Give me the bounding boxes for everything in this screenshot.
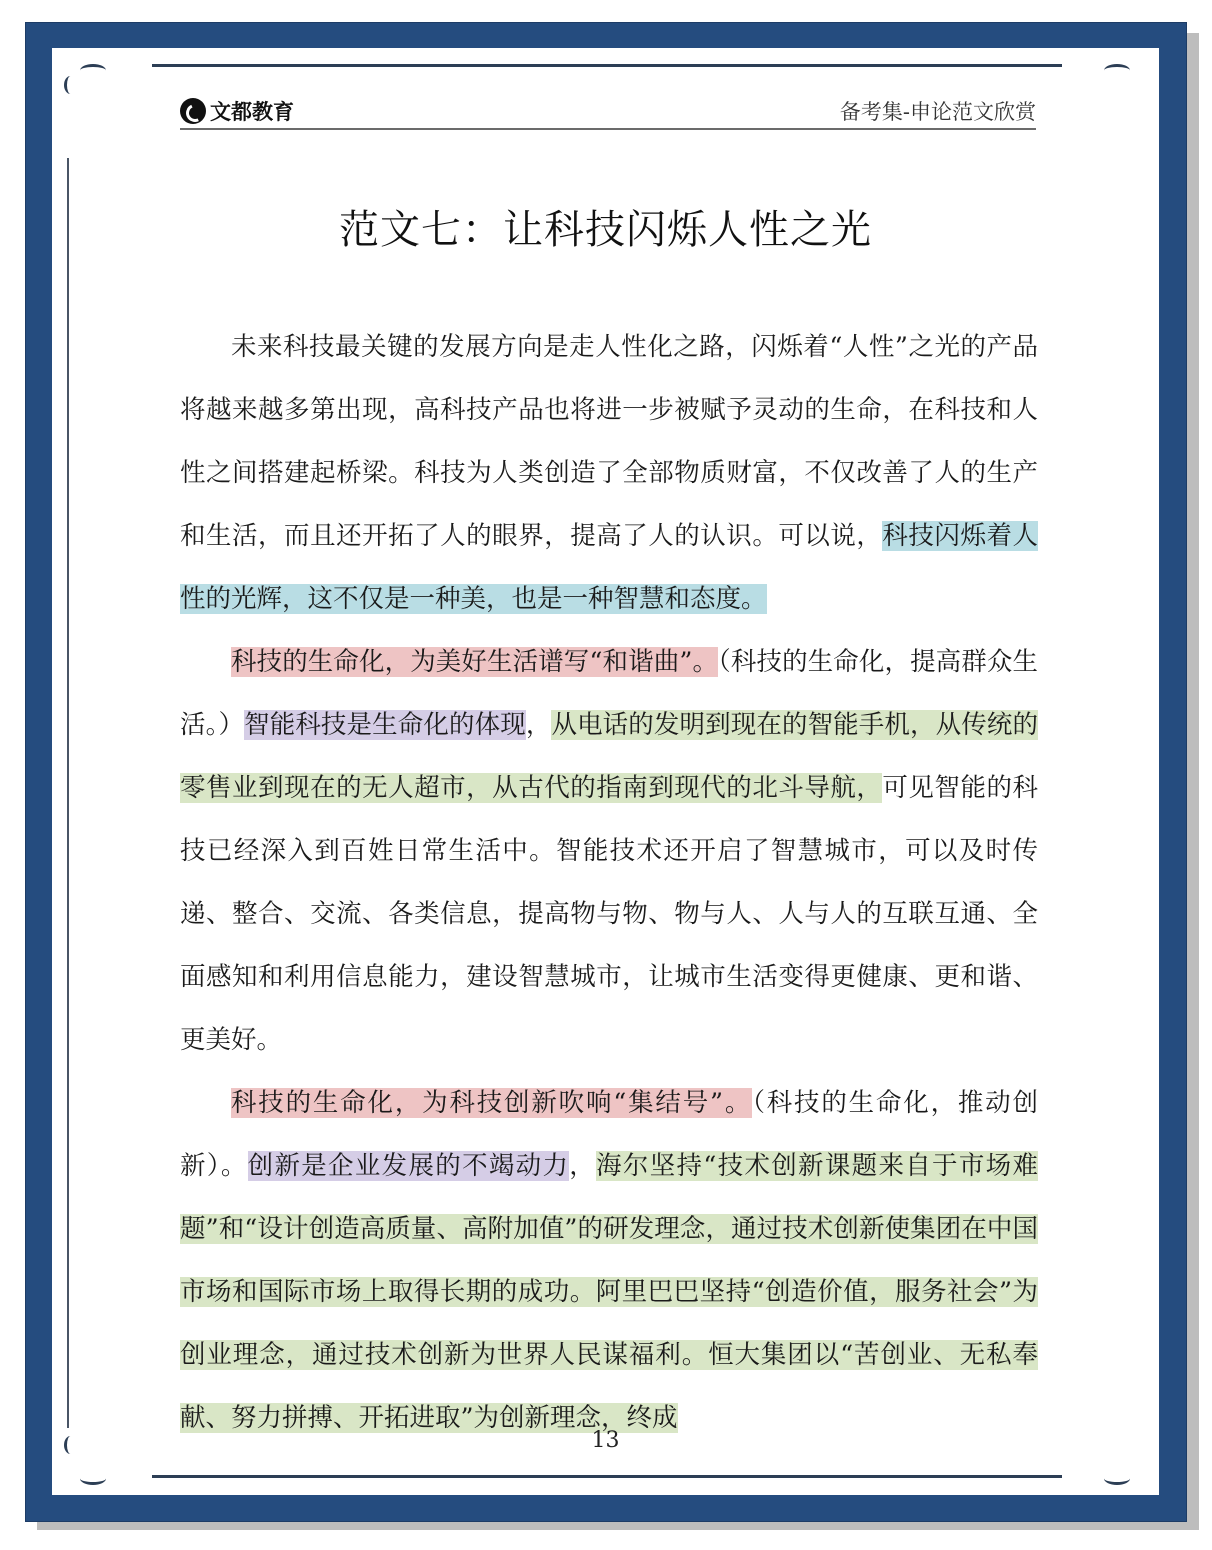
highlighted-subheading: 科技的生命化，为美好生活谱写“和谐曲”。 [231,647,719,677]
brand-name: 文都教育 [210,100,294,124]
decorative-border-left [67,158,69,1428]
page-number: 13 [591,1428,620,1453]
document-page [52,48,1159,1495]
text-segment: 可见智能的科技已经深入到百姓日常生活中。智能技术还开启了智慧城市，可以及时传递、整合、交流、各类信息，提高物与物、物与人、人与人的互联互通、全面感知和利用信息能力，建设智慧城市，让城市生活变得更健康、更和谐、更美好。 [180,773,1038,1055]
text-segment: ， [569,1151,597,1181]
corner-ornament-icon [64,76,77,94]
highlighted-example: 海尔坚持“技术创新课题来自于市场难题”和“设计创造高质量、高附加值”的研发理念，通过技术创新使集团在中国市场和国际市场上取得长期的成功。阿里巴巴坚持“创造价值，服务社会”为创业理念，通过技术创新为世界人民谋福利。恒大集团以“苦创业、无私奉献、努力拼搏、开拓进取”为创新理念，终成 [180,1151,1038,1433]
corner-ornament-icon [1104,64,1130,77]
decorative-border-bottom [152,1475,1062,1478]
highlighted-topic-sentence: 创新是企业发展的不竭动力 [247,1151,570,1181]
highlighted-summary: 科技闪烁着人性的光辉，这不仅是一种美，也是一种智慧和态度。 [180,521,1038,614]
paragraph-3 [180,1072,1038,1450]
page-header [180,90,1036,130]
text-segment: ， [525,710,552,740]
paragraph-1 [180,316,1038,631]
highlighted-topic-sentence: 智能科技是生命化的体现 [244,710,526,740]
decorative-border-top [152,64,1062,67]
wendu-logo-icon [180,98,206,124]
brand-logo [180,96,294,126]
corner-ornament-icon [80,1472,106,1485]
text-segment: 未来科技最关键的发展方向是走人性化之路，闪烁着“人性”之光的产品将越来越多第出现，高科技产品也将进一步被赋予灵动的生命，在科技和人性之间搭建起桥梁。科技为人类创造了全部物质财富，不仅改善了人的生产和生活，而且还开拓了人的眼界，提高了人的认识。可以说， [180,332,1038,551]
essay-body [180,316,1038,1450]
text-segment: （科技的生命化，推动创新）。 [180,1088,1038,1181]
paragraph-2 [180,631,1038,1072]
corner-ornament-icon [1104,1472,1130,1485]
essay-title: 范文七：让科技闪烁人性之光 [339,207,872,253]
text-segment: （科技的生命化，提高群众生活。） [180,647,1038,740]
highlighted-example: 从电话的发明到现在的智能手机，从传统的零售业到现在的无人超市，从古代的指南到现代的北斗导航， [180,710,1038,803]
corner-ornament-icon [80,64,106,77]
highlighted-subheading: 科技的生命化，为科技创新吹响“集结号”。 [231,1088,753,1118]
section-label: 备考集-申论范文欣赏 [839,100,1036,124]
